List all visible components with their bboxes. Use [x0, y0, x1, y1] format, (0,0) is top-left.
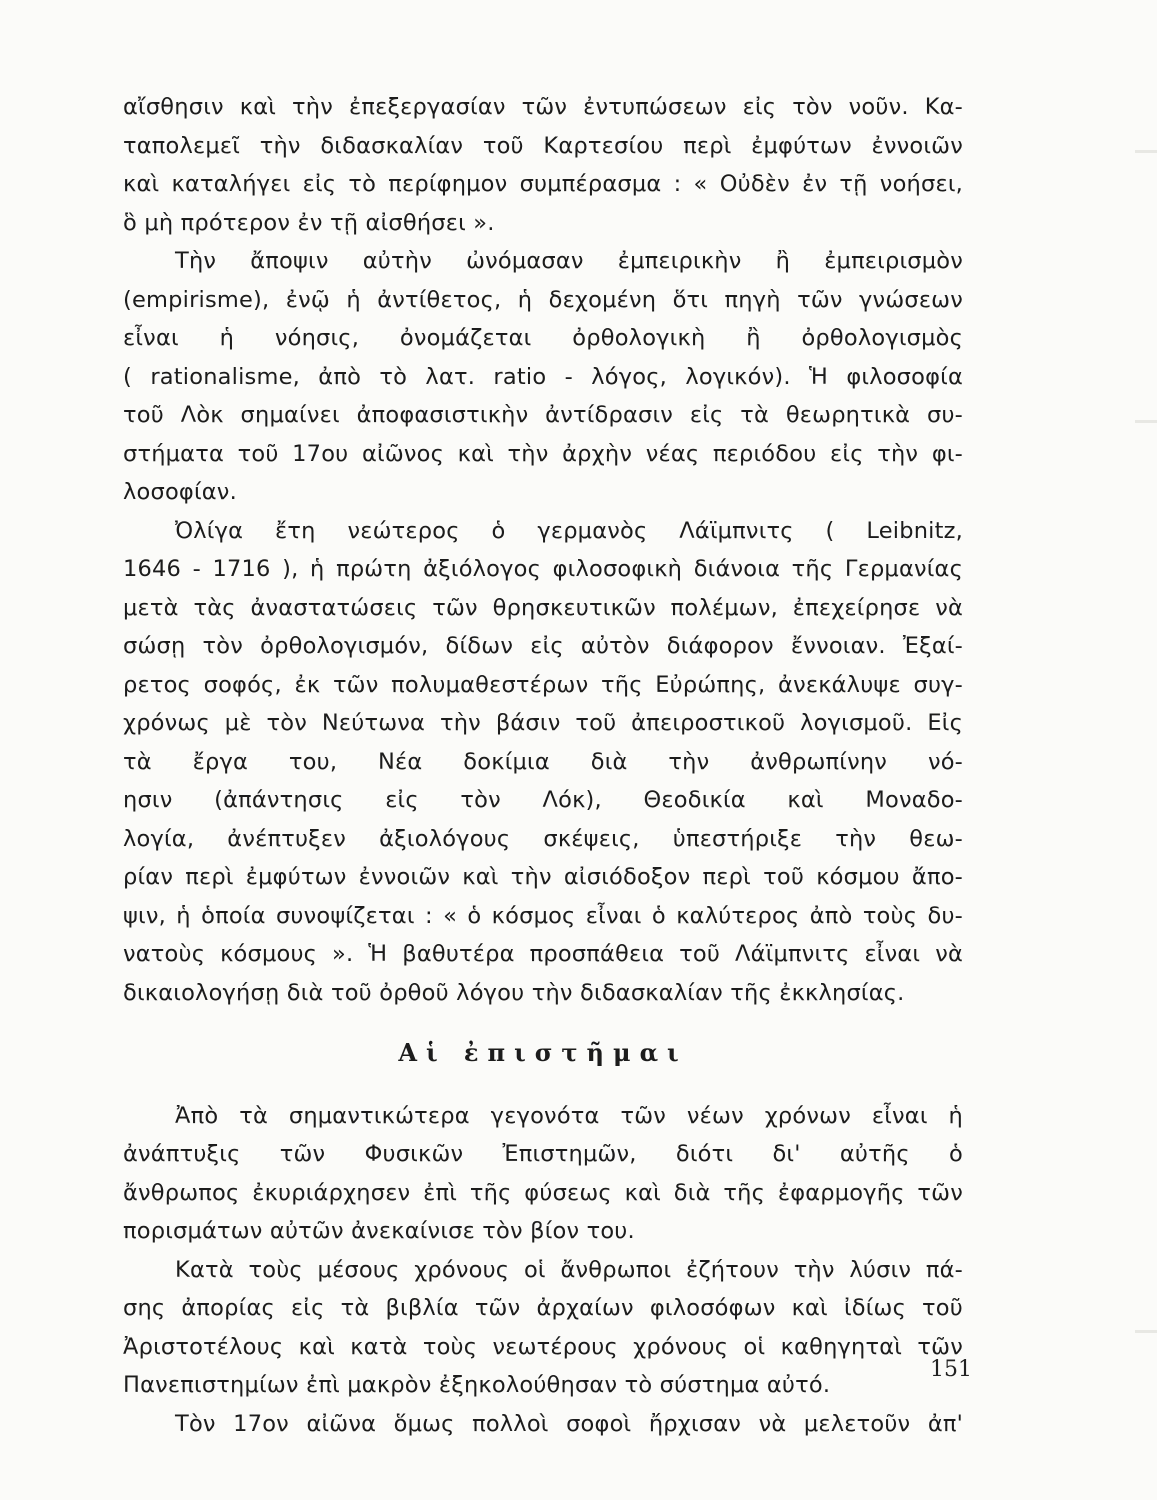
- text-line: μετὰ τὰς ἀναστατώσεις τῶν θρησκευτικῶν πολέμων, ἐπεχείρησε νὰ: [123, 594, 963, 621]
- text-line: ( rationalisme, ἀπὸ τὸ λατ. ratio - λόγος, λογικόν). Ἡ φιλοσοφία: [123, 363, 963, 390]
- paragraph-1: [123, 88, 963, 242]
- text-line: Κατὰ τοὺς μέσους χρόνους οἱ ἄνθρωποι ἐζήτουν τὴν λύσιν πά-: [175, 1256, 963, 1283]
- page-number: 151: [930, 1357, 972, 1382]
- text-line: νατοὺς κόσμους ». Ἡ βαθυτέρα προσπάθεια τοῦ Λάϊμπνιτς εἶναι νὰ: [123, 941, 963, 967]
- paragraph-2: [123, 242, 963, 512]
- text-line: Πανεπιστημίων ἐπὶ μακρὸν ἐξηκολούθησαν τὸ σύστημα αὐτό.: [123, 1372, 831, 1398]
- text-line: σώσῃ τὸν ὀρθολογισμόν, δίδων εἰς αὐτὸν διάφορον ἔννοιαν. Ἐξαί-: [123, 633, 963, 659]
- text-line: ρετος σοφός, ἐκ τῶν πολυμαθεστέρων τῆς Εὐρώπης, ἀνεκάλυψε συγ-: [123, 671, 963, 698]
- scan-bleed-mark: [1135, 150, 1157, 153]
- text-line: στήματα τοῦ 17ου αἰῶνος καὶ τὴν ἀρχὴν νέας περιόδου εἰς τὴν φι-: [123, 440, 963, 467]
- scan-bleed-mark: [1135, 1330, 1157, 1333]
- text-line: Ὀλίγα ἔτη νεώτερος ὁ γερμανὸς Λάϊμπνιτς ( Leibnitz,: [175, 517, 963, 544]
- text-line: ησιν (ἀπάντησις εἰς τὸν Λόκ), Θεοδικία καὶ Μοναδο-: [123, 787, 963, 813]
- paragraph-3: [123, 512, 963, 1013]
- text-line: χρόνως μὲ τὸν Νεύτωνα τὴν βάσιν τοῦ ἀπειροστικοῦ λογισμοῦ. Εἰς: [123, 710, 963, 736]
- body-text: [123, 88, 963, 1443]
- paragraph-5: [123, 1251, 963, 1405]
- paragraph-6: [123, 1405, 963, 1444]
- text-line: λοσοφίαν.: [123, 479, 237, 505]
- text-line: ἀνάπτυξις τῶν Φυσικῶν Ἐπιστημῶν, διότι δι' αὐτῆς ὁ: [123, 1141, 963, 1167]
- text-line: αἴσθησιν καὶ τὴν ἐπεξεργασίαν τῶν ἐντυπώσεων εἰς τὸν νοῦν. Κα-: [123, 94, 963, 120]
- text-line: καὶ καταλήγει εἰς τὸ περίφημον συμπέρασμα : « Οὐδὲν ἐν τῇ νοήσει,: [123, 171, 963, 197]
- text-line: (empirisme), ἐνῷ ἡ ἀντίθετος, ἡ δεχομένη ὅτι πηγὴ τῶν γνώσεων: [123, 286, 963, 313]
- text-line: 1646 - 1716 ), ἡ πρώτη ἀξιόλογος φιλοσοφικὴ διάνοια τῆς Γερμανίας: [123, 556, 963, 582]
- text-line: πορισμάτων αὐτῶν ἀνεκαίνισε τὸν βίον του.: [123, 1218, 635, 1244]
- text-line: Ἀριστοτέλους καὶ κατὰ τοὺς νεωτέρους χρόνους οἱ καθηγηταὶ τῶν: [123, 1333, 963, 1360]
- text-line: ρίαν περὶ ἐμφύτων ἐννοιῶν καὶ τὴν αἰσιόδοξον περὶ τοῦ κόσμου ἄπο-: [123, 864, 963, 890]
- paragraph-4: [123, 1097, 963, 1251]
- text-line: λογία, ἀνέπτυξεν ἀξιολόγους σκέψεις, ὑπεστήριξε τὴν θεω-: [123, 825, 963, 852]
- text-line: ὃ μὴ πρότερον ἐν τῇ αἰσθήσει ».: [123, 209, 495, 236]
- text-line: τοῦ Λὸκ σημαίνει ἀποφασιστικὴν ἀντίδρασιν εἰς τὰ θεωρητικὰ συ-: [123, 402, 963, 428]
- text-line: Τὸν 17ον αἰῶνα ὅμως πολλοὶ σοφοὶ ἤρχισαν νὰ μελετοῦν ἀπ': [175, 1410, 963, 1437]
- text-line: ψιν, ἡ ὁποία συνοψίζεται : « ὁ κόσμος εἶναι ὁ καλύτερος ἀπὸ τοὺς δυ-: [123, 902, 963, 929]
- scan-bleed-mark: [1135, 420, 1157, 423]
- text-line: σης ἀπορίας εἰς τὰ βιβλία τῶν ἀρχαίων φιλοσόφων καὶ ἰδίως τοῦ: [123, 1295, 963, 1321]
- text-line: τὰ ἔργα του, Νέα δοκίμια διὰ τὴν ἀνθρωπίνην νό-: [123, 748, 963, 775]
- text-line: Τὴν ἄποψιν αὐτὴν ὠνόμασαν ἐμπειρικὴν ἢ ἐμπειρισμὸν: [175, 248, 963, 274]
- text-line: δικαιολογήσῃ διὰ τοῦ ὀρθοῦ λόγου τὴν διδασκαλίαν τῆς ἐκκλησίας.: [123, 979, 905, 1006]
- text-line: ἄνθρωπος ἐκυριάρχησεν ἐπὶ τῆς φύσεως καὶ διὰ τῆς ἐφαρμογῆς τῶν: [123, 1179, 963, 1206]
- text-line: εἶναι ἡ νόησις, ὀνομάζεται ὀρθολογικὴ ἢ ὀρθολογισμὸς: [123, 325, 963, 351]
- text-line: ταπολεμεῖ τὴν διδασκαλίαν τοῦ Καρτεσίου περὶ ἐμφύτων ἐννοιῶν: [123, 132, 963, 159]
- section-heading: Αἱ ἐπιστῆμαι: [398, 1038, 688, 1067]
- text-line: Ἀπὸ τὰ σημαντικώτερα γεγονότα τῶν νέων χρόνων εἶναι ἡ: [175, 1102, 963, 1129]
